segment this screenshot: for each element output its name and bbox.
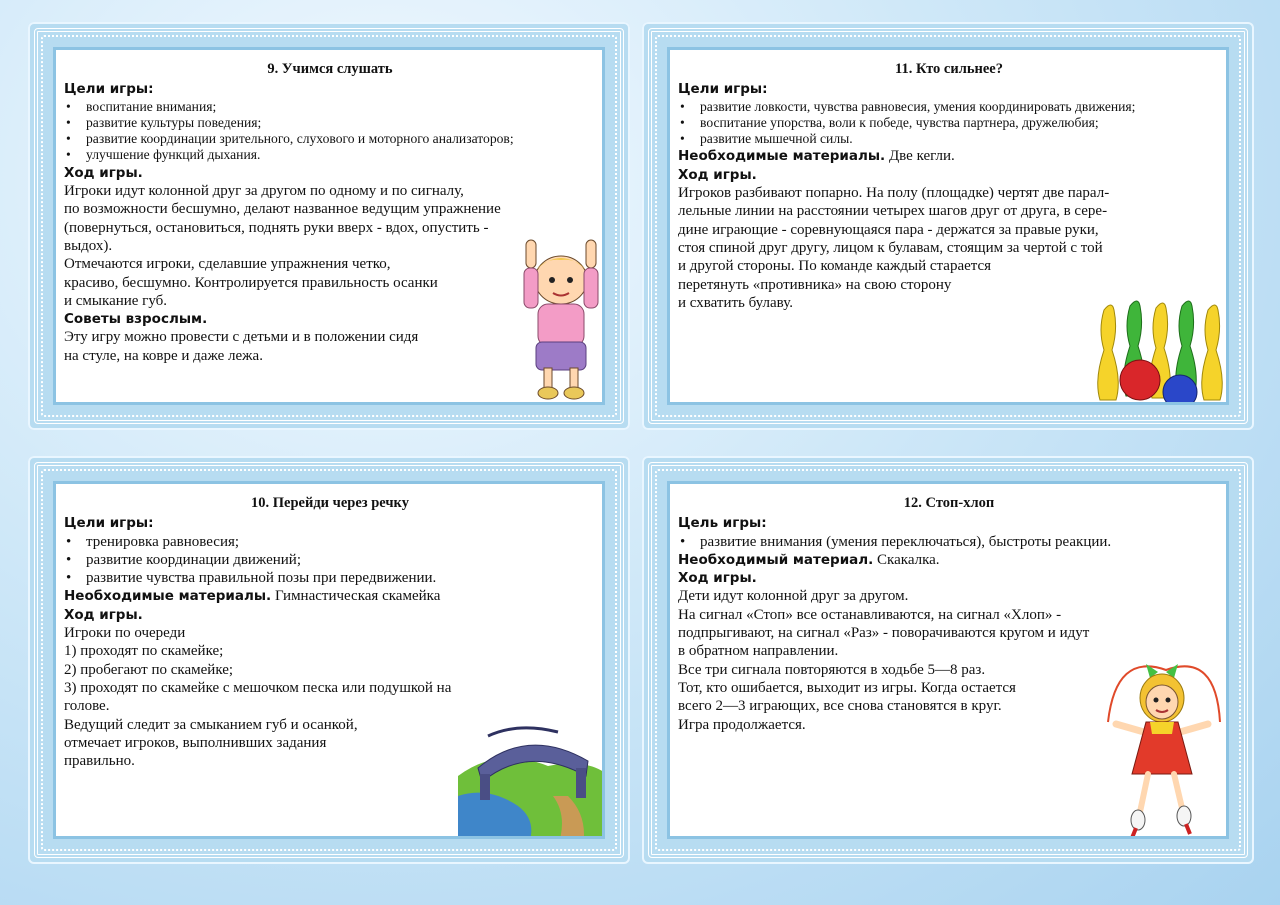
text-line: Игроков разбивают попарно. На полу (площадке) чертят две парал- — [678, 185, 1110, 202]
text-line: На сигнал «Стоп» все останавливаются, на сигнал «Хлоп» - — [678, 606, 1062, 623]
text-line: Тот, кто ошибается, выходит из игры. Когда остается — [678, 679, 1016, 696]
text-line: перетянуть «противника» на свою сторону — [678, 276, 952, 293]
text-line: подпрыгивают, на сигнал «Раз» - поворачиваются кругом и идут — [678, 625, 1090, 642]
text-line: Эту игру можно провести с детьми и в положении сидя — [64, 329, 419, 346]
card-text — [670, 484, 1226, 734]
goals-list — [678, 533, 1220, 551]
game-card-10 — [28, 456, 630, 864]
text-line: Ведущий следит за смыканием губ и осанкой, — [64, 716, 358, 733]
game-card-11 — [642, 22, 1254, 430]
list-item: • развитие координации зрительного, слухового и моторного анализаторов; — [64, 131, 596, 147]
process-heading: Ход игры. — [64, 606, 143, 623]
list-item: • развитие мышечной силы. — [678, 131, 1220, 147]
text-line: Игра продолжается. — [678, 716, 806, 733]
text-line: (повернуться, остановиться, поднять руки вверх - вдох, опустить - — [64, 219, 489, 236]
materials-text: Скакалка. — [873, 551, 940, 568]
card-title: 11. Кто сильнее? — [895, 61, 1003, 77]
materials-text: Две кегли. — [885, 148, 955, 165]
text-line: Игроки идут колонной друг за другом по одному и по сигналу, — [64, 183, 464, 200]
text-line: Все три сигнала повторяются в ходьбе 5—8 раз. — [678, 661, 986, 678]
text-line: и другой стороны. По команде каждый старается — [678, 258, 992, 275]
goals-heading: Цели игры: — [64, 515, 154, 532]
text-line: и схватить булаву. — [678, 294, 793, 311]
text-line: дине играющие - соревнующаяся пара - держатся за правые руки, — [678, 221, 1099, 238]
text-line: стоя спиной друг другу, лицом к булавам, стоящим за чертой с той — [678, 239, 1103, 256]
game-card-12 — [642, 456, 1254, 864]
card-content-area — [56, 50, 602, 402]
list-item: • развитие культуры поведения; — [64, 115, 596, 131]
process-heading: Ход игры. — [678, 166, 757, 183]
card-content-area — [56, 484, 602, 836]
list-item: • развитие внимания (умения переключаться), быстроты реакции. — [678, 533, 1220, 551]
card-text — [56, 484, 602, 770]
text-line: по возможности бесшумно, делают названное ведущим упражнение — [64, 201, 501, 218]
card-content-area — [670, 484, 1226, 836]
list-item: • развитие координации движений; — [64, 551, 596, 569]
goals-heading: Цель игры: — [678, 515, 767, 532]
text-line: 2) пробегают по скамейке; — [64, 661, 234, 678]
text-line: на стуле, на ковре и даже лежа. — [64, 347, 263, 364]
text-line: отмечает игроков, выполнивших задания — [64, 734, 327, 751]
list-item: • развитие чувства правильной позы при передвижении. — [64, 569, 596, 587]
materials-heading: Необходимые материалы. — [678, 148, 886, 165]
text-line: всего 2—3 играющих, все снова становятся в круг. — [678, 698, 1002, 715]
goals-list — [678, 99, 1220, 148]
text-line: лельные линии на расстоянии четырех шагов друг от друга, в сере- — [678, 203, 1108, 220]
card-title: 10. Перейди через речку — [251, 495, 409, 511]
card-title: 9. Учимся слушать — [267, 61, 393, 77]
goals-list — [64, 533, 596, 588]
text-line: Дети идут колонной друг за другом. — [678, 588, 909, 605]
materials-line — [678, 551, 1220, 569]
text-line: красиво, бесшумно. Контролируется правильность осанки — [64, 274, 438, 291]
text-line: Игроки по очереди — [64, 625, 186, 642]
materials-heading: Необходимый материал. — [678, 551, 874, 568]
card-text — [56, 50, 602, 365]
materials-line — [64, 587, 596, 605]
materials-line — [678, 147, 1220, 165]
card-text — [670, 50, 1226, 312]
process-heading: Ход игры. — [64, 164, 143, 181]
text-line: 1) проходят по скамейке; — [64, 643, 224, 660]
card-title: 12. Стоп-хлоп — [903, 495, 995, 511]
goals-heading: Цели игры: — [64, 81, 154, 98]
text-line: и смыкание губ. — [64, 292, 168, 309]
text-line: Отмечаются игроки, сделавшие упражнения четко, — [64, 256, 391, 273]
game-card-9 — [28, 22, 630, 430]
list-item: • воспитание упорства, воли к победе, чувства партнера, дружелюбия; — [678, 115, 1220, 131]
advice-heading: Советы взрослым. — [64, 311, 208, 328]
process-heading: Ход игры. — [678, 570, 757, 587]
text-line: голове. — [64, 698, 110, 715]
goals-list — [64, 99, 596, 164]
skittles-and-balls-illustration — [1092, 300, 1226, 402]
list-item: • улучшение функций дыхания. — [64, 147, 596, 163]
materials-text: Гимнастическая скамейка — [271, 588, 441, 605]
list-item: • тренировка равновесия; — [64, 533, 596, 551]
card-content-area — [670, 50, 1226, 402]
text-line: правильно. — [64, 753, 135, 770]
materials-heading: Необходимые материалы. — [64, 588, 272, 605]
text-line: 3) проходят по скамейке с мешочком песка или подушкой на — [64, 679, 452, 696]
text-line: выдох). — [64, 237, 113, 254]
goals-heading: Цели игры: — [678, 81, 768, 98]
text-line: в обратном направлении. — [678, 643, 839, 660]
list-item: • воспитание внимания; — [64, 99, 596, 115]
list-item: • развитие ловкости, чувства равновесия, умения координировать движения; — [678, 99, 1220, 115]
